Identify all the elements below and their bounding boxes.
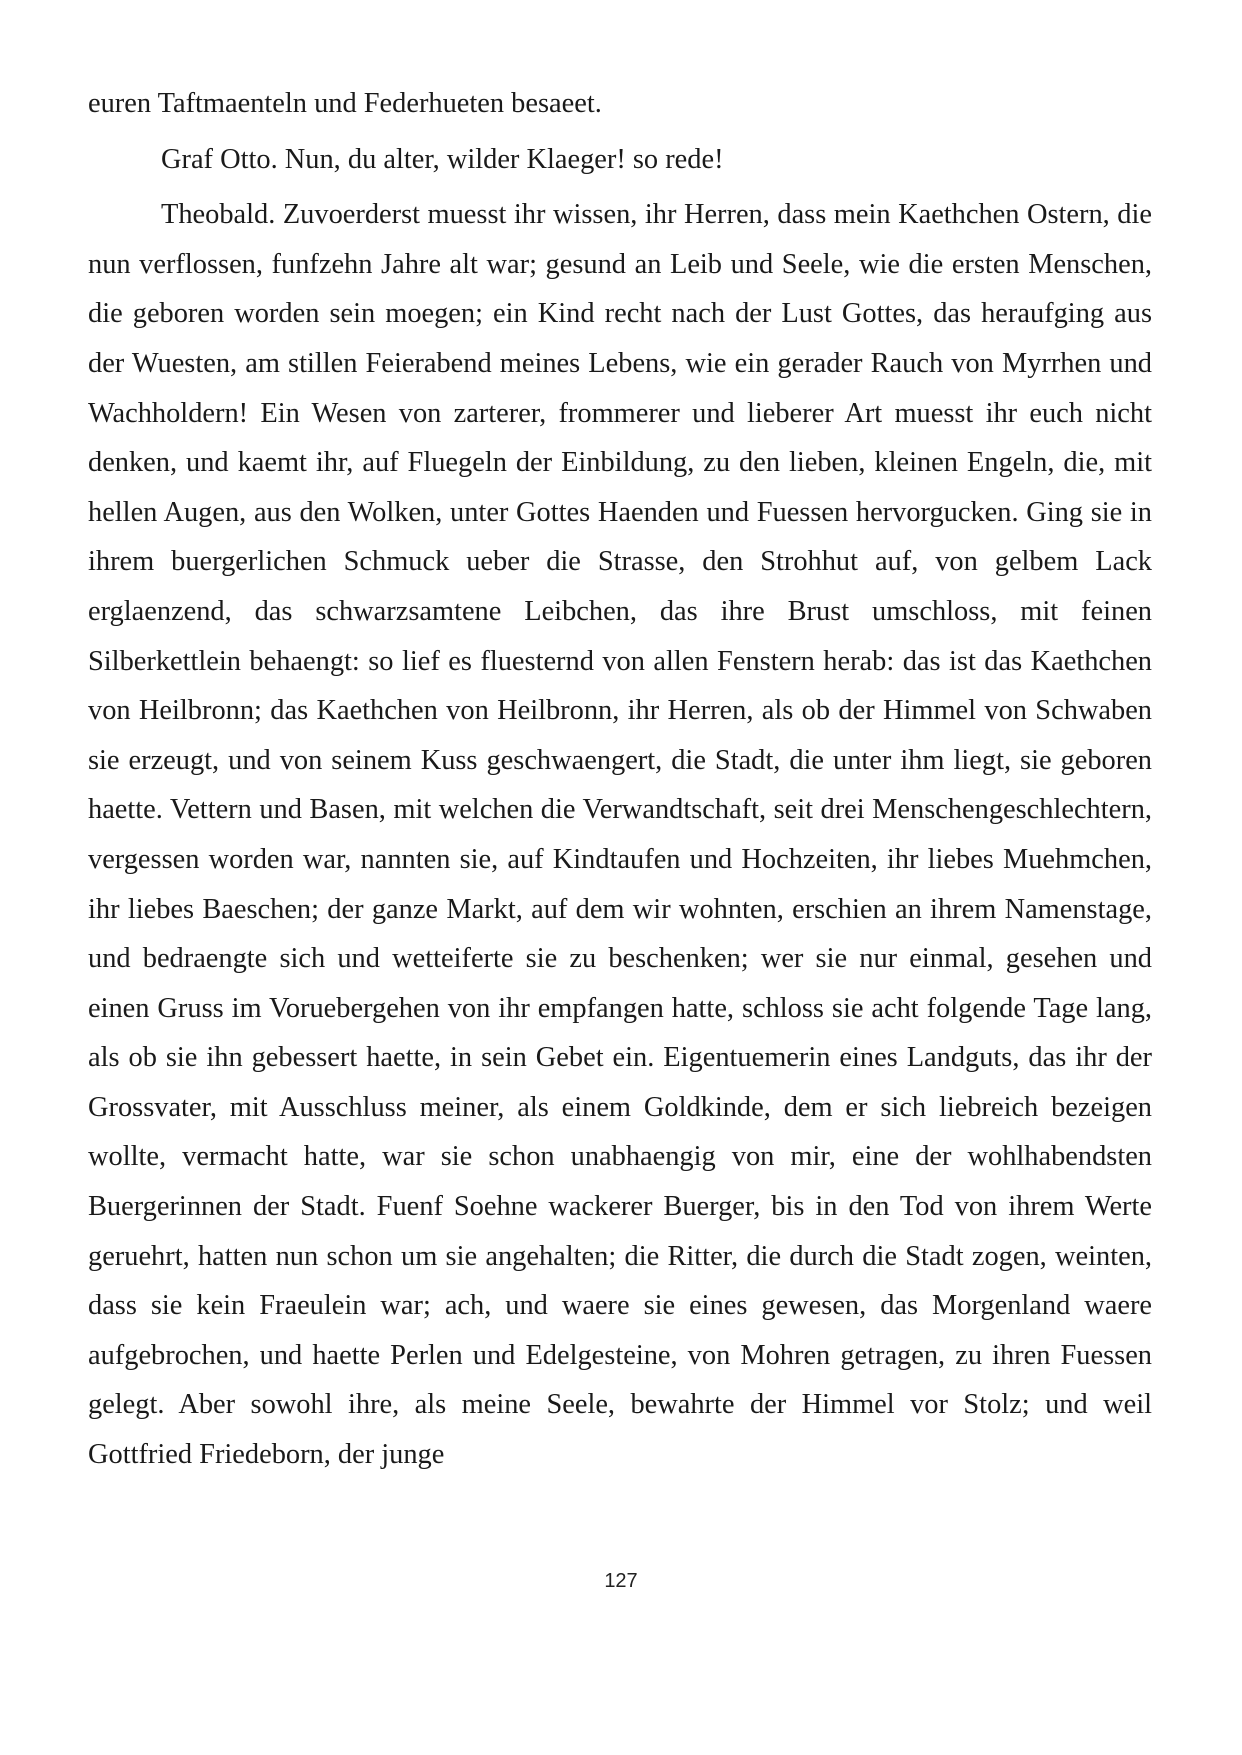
body-text bbox=[88, 79, 1152, 1480]
paragraph-graf-otto: Graf Otto. Nun, du alter, wilder Klaeger! so rede! bbox=[161, 143, 724, 175]
paragraph-continuation: euren Taftmaenteln und Federhueten besaeet. bbox=[88, 88, 602, 119]
page-number: 127 bbox=[604, 1570, 638, 1592]
paragraph-theobald: Theobald. Zuvoerderst muesst ihr wissen, ihr Herren, dass mein Kaethchen Ostern, die nun verflossen, funfzehn Jahre alt war; gesund an Leib und Seele, wie die ersten Menschen, die geboren worden sein moegen; ein Kind recht nach der Lust Gottes, das heraufging aus der Wuesten, am stillen Feierabend meines Lebens, wie ein gerader Rauch von Myrrhen und Wachholdern! Ein Wesen von zarterer, frommerer und lieberer Art muesst ihr euch nicht denken, und kaemt ihr, auf Fluegeln der Einbildung, zu den lieben, kleinen Engeln, die, mit hellen Augen, aus den Wolken, unter Gottes Haenden und Fuessen hervorgucken. Ging sie in ihrem buergerlichen Schmuck ueber die Strasse, den Strohhut auf, von gelbem Lack erglaenzend, das schwarzsamtene Leibchen, das ihre Brust umschloss, mit feinen Silberkettlein behaengt: so lief es fluesternd von allen Fenstern herab: das ist das Kaethchen von Heilbronn; das Kaethchen von Heilbronn, ihr Herren, als ob der Himmel von Schwaben sie erzeugt, und von seinem Kuss geschwaengert, die Stadt, die unter ihm liegt, sie geboren haette. Vettern und Basen, mit welchen die Verwandtschaft, seit drei Menschengeschlechtern, vergessen worden war, nannten sie, auf Kindtaufen und Hochzeiten, ihr liebes Muehmchen, ihr liebes Baeschen; der ganze Markt, auf dem wir wohnten, erschien an ihrem Namenstage, und bedraengte sich und wetteiferte sie zu beschenken; wer sie nur einmal, gesehen und einen Gruss im Voruebergehen von ihr empfangen hatte, schloss sie acht folgende Tage lang, als ob sie ihn gebessert haette, in sein Gebet ein. Eigentuemerin eines Landguts, das ihr der Grossvater, mit Ausschluss meiner, als einem Goldkinde, dem er sich liebreich bezeigen wollte, vermacht hatte, war sie schon unabhaengig von mir, eine der wohlhabendsten Buergerinnen der Stadt. Fuenf Soehne wackerer Buerger, bis in den Tod von ihrem Werte geruehrt, hatten nun schon um sie angehalten; die Ritter, die durch die Stadt zogen, weinten, dass sie kein Fraeulein war; ach, und waere sie eines gewesen, das Morgenland waere aufgebrochen, und haette Perlen und Edelgesteine, von Mohren getragen, zu ihren Fuessen gelegt. Aber sowohl ihre, als meine Seele, bewahrte der Himmel vor Stolz; und weil Gottfried Friedeborn, der junge bbox=[88, 199, 1152, 1471]
